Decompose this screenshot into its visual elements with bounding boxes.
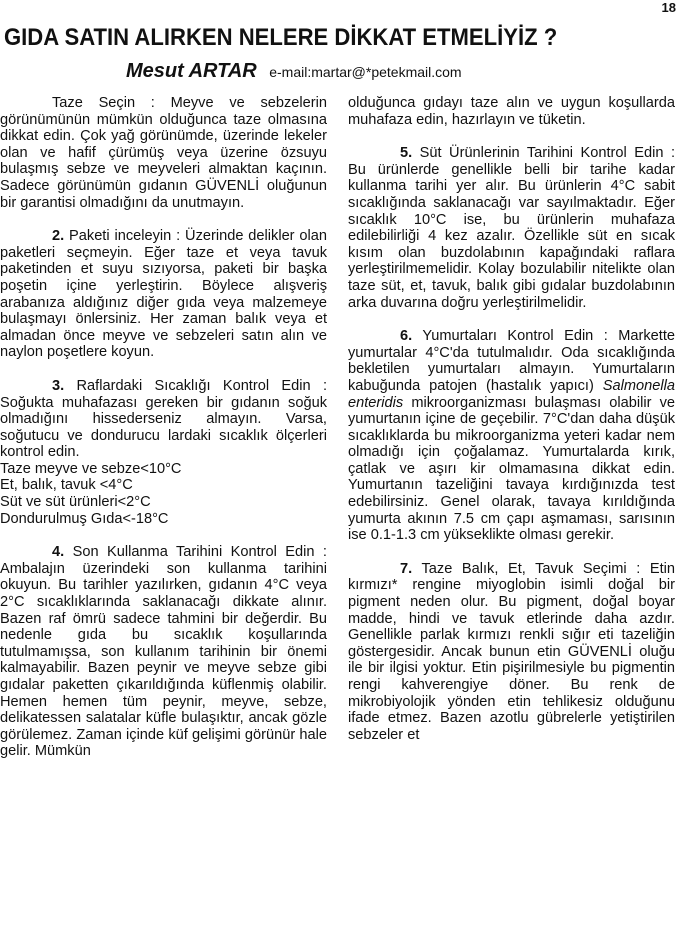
temp-item: Süt ve süt ürünleri<2°C (0, 494, 151, 511)
paragraph-text: Süt Ürünlerinin Tarihini Kontrol Edin : Bu ürünlerde genellikle belli bir tarihe kadar kullanma tarihi yer alır. Bu ürünlerin 4°C sabit sıcaklığında saklanacağı var sayılmaktadır. Eğer sıcaklık 10°C ise, bu ürünlerin muhafaza edilebilirliği 4 kez azalır. Özellikle süt en sıcak kısım olan buzdolabının kapağındaki raflara yerleştirilmemelidir. Kolay bozulabilir nitelikte olan taze süt, et, tavuk, balık gibi gıdalar buzdolabının arka duvarına doğru yerleştirilmelidir. (348, 145, 675, 311)
paragraph-number: 6. (400, 328, 413, 345)
paragraph-shelf-temp (0, 378, 327, 461)
page-number: 18 (661, 0, 676, 15)
paragraph-number: 3. (52, 377, 65, 394)
paragraph-number: 5. (400, 145, 413, 162)
paragraph-eggs (348, 328, 675, 544)
paragraph-text: mikroorganizması bulaşması olabilir ve yumurtanın içine de geçebilir. 7°C'dan daha düşük sıcaklıklarda bu mikroorganizma yeteri kadar nem olmadığı için çoğalamaz. Yumurtalarda kırık, çatlak ve aşırı kir olmamasına dikkat edin. Yumurtanın tazeliğini tavaya kırdığınızda test edebilirsiniz. Genel olarak, tavaya kırıldığında yumurta akının 7.5 cm çapı aşmaması, sarısının ise 0.1-1.3 cm yükseklikte olması gerekir. (348, 394, 675, 544)
paragraph-meat (348, 561, 675, 744)
paragraph-text: Raflardaki Sıcaklığı Kontrol Edin : Soğukta muhafazası gereken bir gıdanın soğuk olmadığını hissederseniz almayın. Varsa, soğutucu ve dondurucu lardaki sıcaklık ölçerleri kontrol edin. (0, 377, 328, 461)
paragraph-expiry (0, 544, 327, 760)
author-name: Mesut ARTAR (126, 60, 257, 82)
paragraph-fresh: Taze Seçin : Meyve ve sebzelerin görünümünün mümkün olduğunca taze olmasına dikkat edin. Çok yağ görünümde, üzerinde lekeler olan ve hafif çürümüş veya üzerine özsuyu bulaşmış sebze ve meyveleri almaktan kaçının. Sadece görünümün gıdanın GÜVENLİ oluğunun bir garantisi olmadığını da unutmayın. (0, 95, 327, 211)
article-title: GIDA SATIN ALIRKEN NELERE DİKKAT ETMELİYİZ ? (4, 24, 558, 51)
paragraph-number: 2. (52, 228, 65, 245)
paragraph-number: 4. (52, 544, 65, 561)
paragraph-dairy (348, 145, 675, 311)
temp-item: Taze meyve ve sebze<10°C (0, 460, 182, 477)
author-email: e-mail:martar@*petekmail.com (269, 64, 462, 80)
right-column (348, 95, 675, 743)
paragraph-number: 7. (400, 560, 413, 577)
paragraph-text: Taze Balık, Et, Tavuk Seçimi : Etin kırmızı* rengine miyoglobin isimli doğal bir pigment neden olur. Bu pigment, doğal boyar madde, hindi ve tavuk etlerinde daha azdır. Genellikle parlak kırmızı renkli sığır eti tazeliğin göstergesidir. Ancak bunun etin GÜVENLİ oluğu ile bir ilgisi yoktur. Etin pişirilmesiyle bu pigmentin rengi kahverengiye döner. Bu renk de mikrobiyolojik yönden etin tehlikesiz olduğunu ifade etmez. Bazen azotlu gübrelerle yetiştirilen sebzeler et (348, 560, 675, 743)
temp-item: Dondurulmuş Gıda<-18°C (0, 510, 169, 527)
paragraph-text: Yumurtaları Kontrol Edin : Markette yumurtalar 4°C'da tutulmalıdır. Oda sıcaklığında bekletilen yumurtaları almayın. Yumurtaların kabuğunda patojen (hastalık yapıcı) (348, 328, 675, 394)
paragraph-continued: olduğunca gıdayı taze alın ve uygun koşullarda muhafaza edin, hazırlayın ve tüketin. (348, 95, 675, 128)
species-name: Salmonella enteridis (348, 377, 675, 411)
temp-item: Et, balık, tavuk <4°C (0, 477, 133, 494)
paragraph-text: Son Kullanma Tarihini Kontrol Edin : Ambalajın üzerindeki son kullanma tarihini okuyun. Bu tarihler yazılırken, gıdanın 4°C veya 2°C sıcaklıklarında saklanacağı dikkate alınır. Bazen raf ömrü sadece tahmini bir değerdir. Bu nedenle gıda bu sıcaklık koşullarında tutulmamışsa, son kullanım tarihinin bir önemi kalmayabilir. Bazen peynir ve meyve sebze gibi gıdalar paketten çıkarıldığında küflenmiş olabilir. Hemen hemen tüm peynir, meyve, sebze, delikatessen salatalar küfle bulaşıktır, ancak gözle görülemez. Zaman içinde küf gelişimi görünür hale gelir. Mümkün (0, 544, 327, 760)
left-column (0, 95, 327, 760)
paragraph-text: Paketi inceleyin : Üzerinde delikler olan paketleri seçmeyin. Eğer taze et veya tavuk paketinden et suyu sızıyorsa, paketi bir başka poşetin içine yerleştirin. Böylece alışveriş arabanıza aldığınız diğer gıda veya malzemeye bulaşmayı önlersiniz. Her zaman balık veya et almadan önce meyve ve sebzeleri satın alın ve naylon poşetlere koyun. (0, 228, 327, 361)
byline (126, 60, 462, 83)
paragraph-package (0, 228, 327, 361)
